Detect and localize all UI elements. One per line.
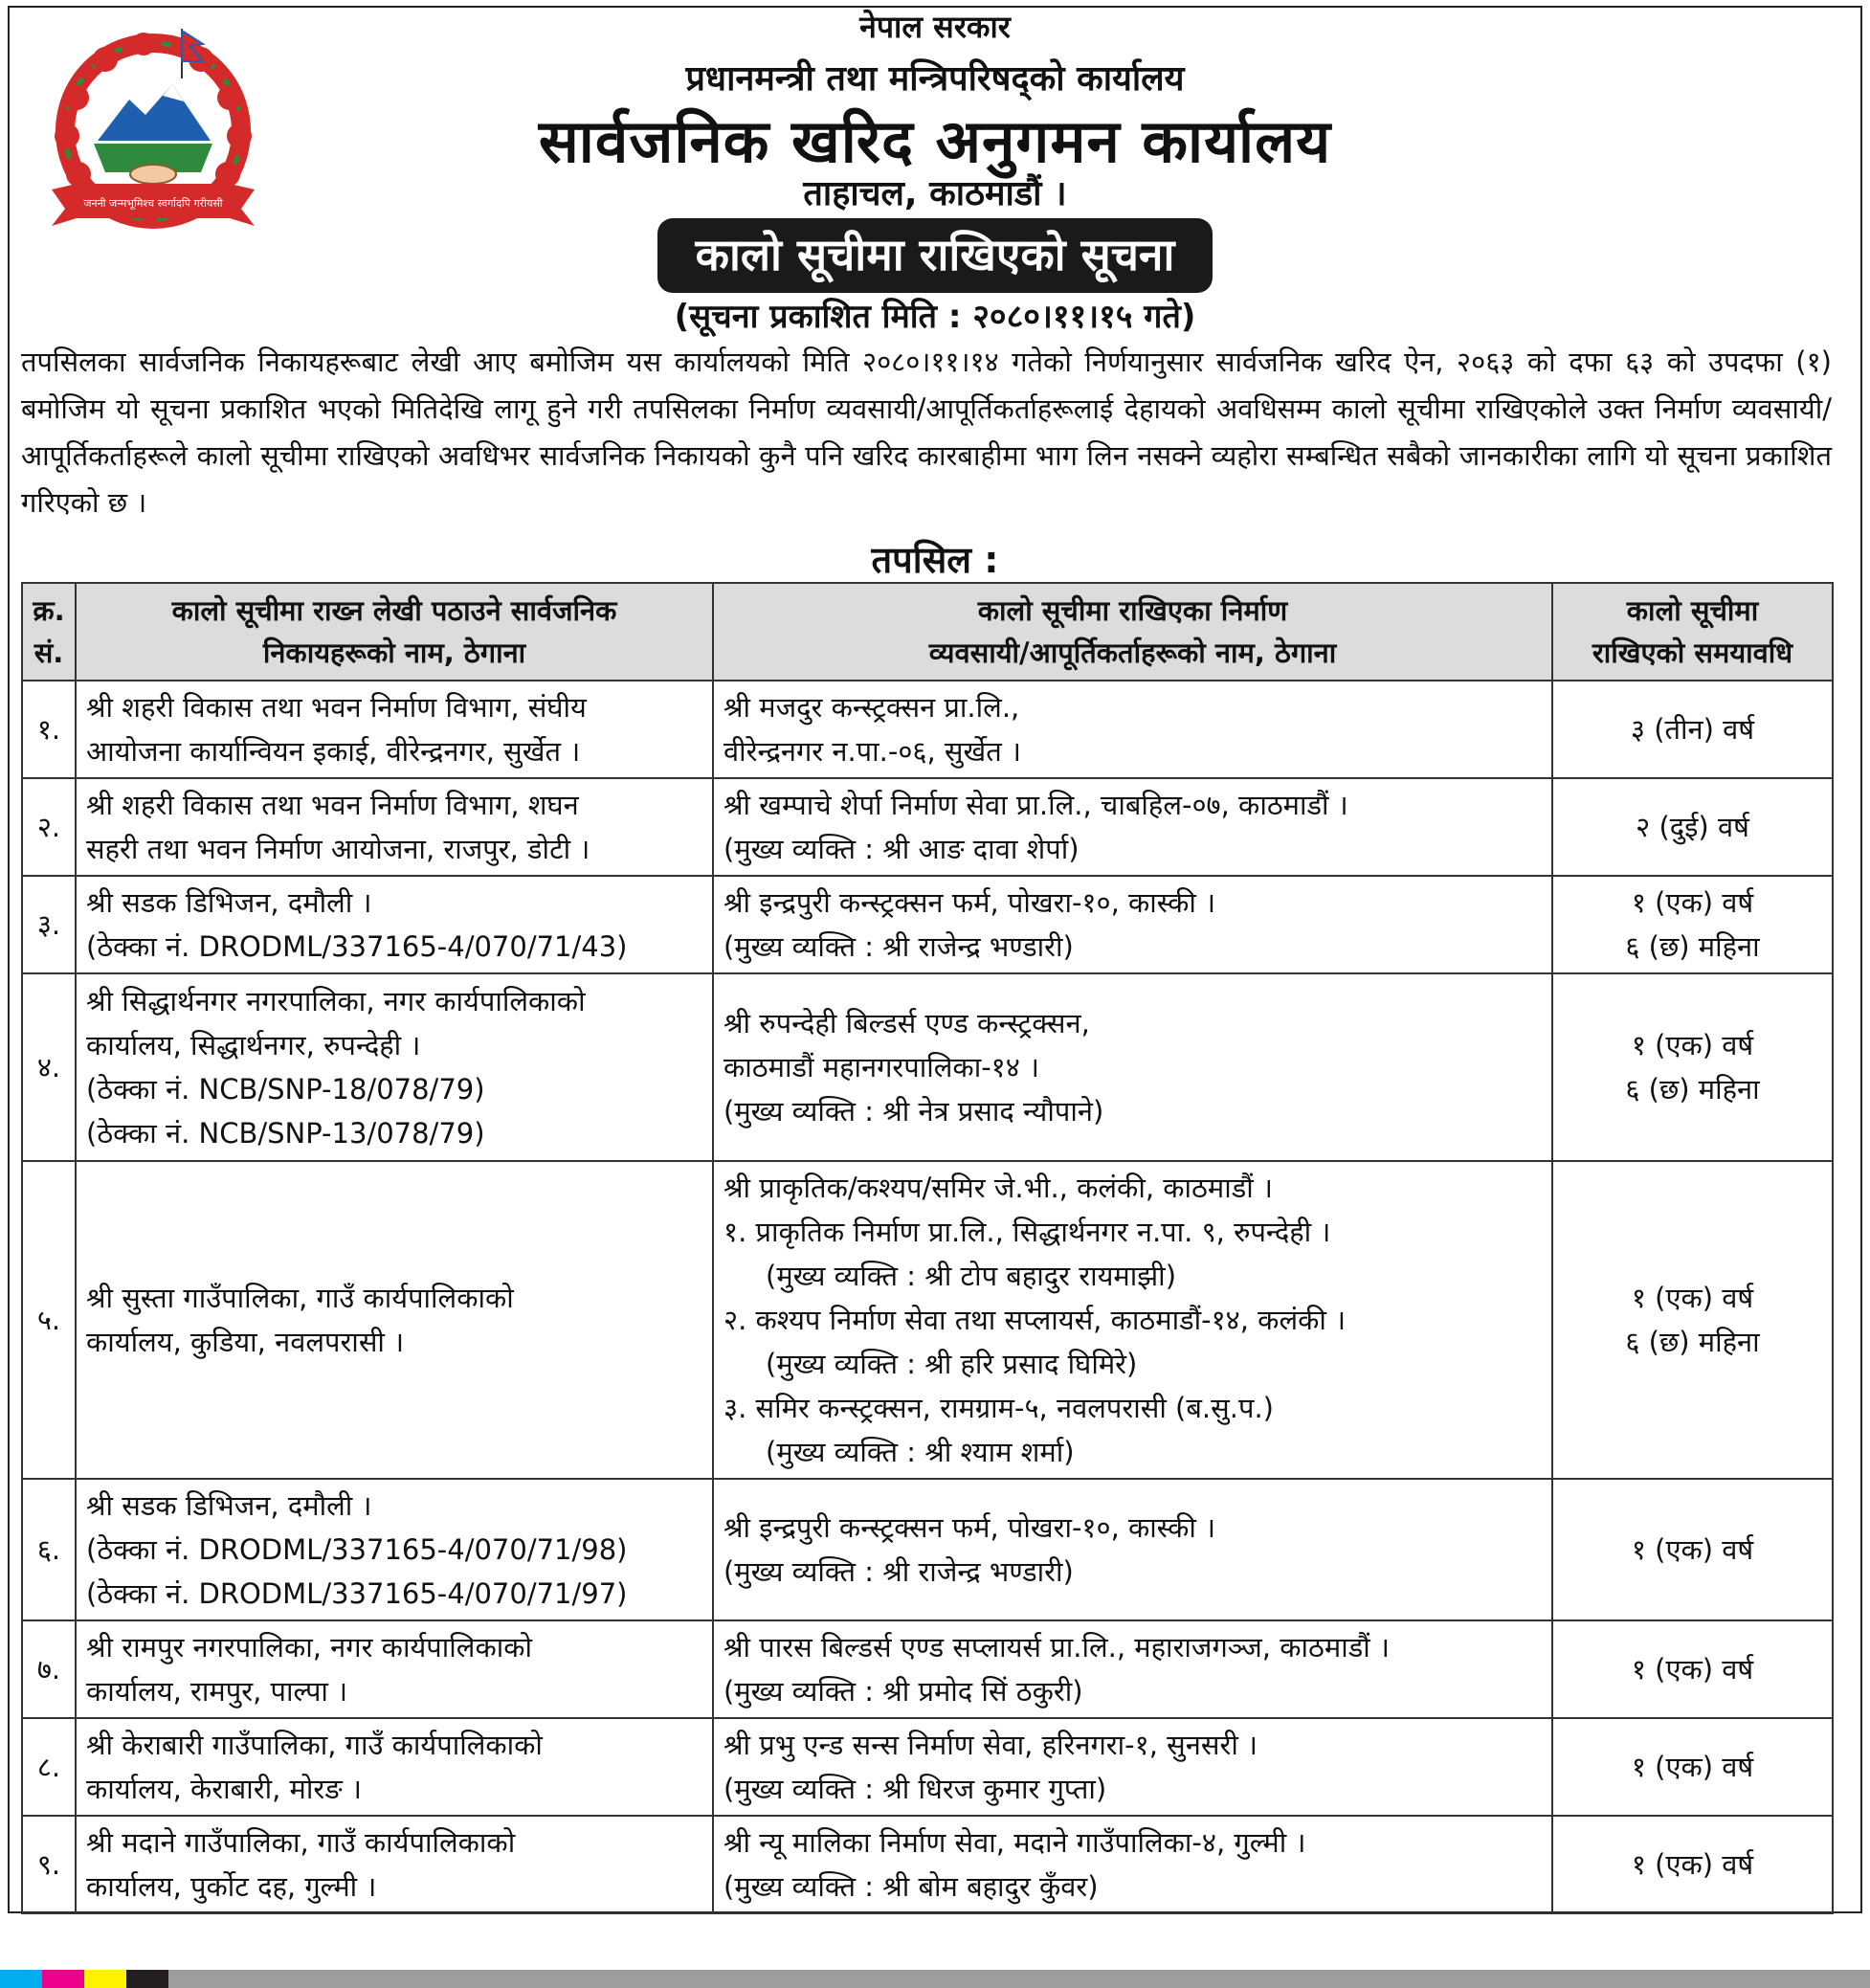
header-public-body: कालो सूचीमा राख्न लेखी पठाउने सार्वजनिक निकायहरूको नाम, ठेगाना: [76, 583, 713, 681]
row-duration: [1552, 1479, 1833, 1620]
row-vendor-line: वीरेन्द्रनगर न.पा.-०६, सुर्खेत ।: [724, 735, 1021, 768]
row-duration: [1552, 876, 1833, 973]
row-duration: [1552, 973, 1833, 1161]
row-public-body: [76, 1161, 713, 1479]
row-vendor-line: २. कश्यप निर्माण सेवा तथा सप्लायर्स, काठमाडौं-१४, कलंकी ।: [724, 1304, 1347, 1336]
table-header-row: [22, 583, 1833, 681]
row-public-body-line: कार्यालय, पुर्कोट दह, गुल्मी ।: [86, 1870, 377, 1903]
office-name: सार्वजनिक खरिद अनुगमन कार्यालय: [538, 106, 1332, 176]
row-vendor-line: (मुख्य व्यक्ति : श्री राजेन्द्र भण्डारी): [724, 930, 1074, 963]
row-vendor-line: श्री पारस बिल्डर्स एण्ड सप्लायर्स प्रा.लि., महाराजगञ्ज, काठमाडौं ।: [724, 1631, 1390, 1664]
row-vendor-line: श्री प्रभु एन्ड सन्स निर्माण सेवा, हरिनगरा-१, सुनसरी ।: [724, 1729, 1258, 1761]
row-public-body-line: (ठेक्का नं. NCB/SNP-13/078/79): [86, 1117, 485, 1150]
row-duration-line: १ (एक) वर्ष: [1631, 1848, 1754, 1881]
table-row: [22, 1479, 1833, 1620]
row-duration-line: ६ (छ) महिना: [1625, 1073, 1760, 1106]
row-vendor: [713, 1620, 1552, 1718]
row-public-body: [76, 1816, 713, 1913]
row-public-body-line: श्री मदाने गाउँपालिका, गाउँ कार्यपालिकाको: [86, 1826, 516, 1859]
row-public-body: [76, 681, 713, 778]
table-row: [22, 1718, 1833, 1816]
row-duration-line: ३ (तीन) वर्ष: [1630, 713, 1755, 746]
row-public-body-line: (ठेक्का नं. NCB/SNP-18/078/79): [86, 1073, 485, 1106]
row-public-body-line: कार्यालय, सिद्धार्थनगर, रुपन्देही ।: [86, 1029, 421, 1061]
row-duration: [1552, 681, 1833, 778]
row-vendor: [713, 778, 1552, 876]
row-duration: [1552, 778, 1833, 876]
table-body: [22, 681, 1833, 1913]
row-vendor-line: (मुख्य व्यक्ति : श्री प्रमोद सिं ठकुरी): [724, 1675, 1083, 1708]
row-duration-line: ६ (छ) महिना: [1625, 1326, 1760, 1358]
table-row: [22, 778, 1833, 876]
table-row: [22, 1620, 1833, 1718]
row-vendor: [713, 1161, 1552, 1479]
row-vendor-line: श्री मजदुर कन्स्ट्रक्सन प्रा.लि.,: [724, 691, 1020, 724]
row-vendor: [713, 876, 1552, 973]
row-public-body-line: (ठेक्का नं. DRODML/337165-4/070/71/43): [86, 930, 628, 963]
header-vendor: कालो सूचीमा राखिएका निर्माण व्यवसायी/आपूर्तिकर्ताहरूको नाम, ठेगाना: [713, 583, 1552, 681]
row-public-body-line: सहरी तथा भवन निर्माण आयोजना, राजपुर, डोटी ।: [86, 833, 590, 865]
row-serial: २.: [22, 778, 76, 876]
row-public-body: [76, 876, 713, 973]
row-duration-line: १ (एक) वर्ष: [1631, 886, 1754, 919]
row-vendor: [713, 681, 1552, 778]
row-vendor-line: श्री इन्द्रपुरी कन्स्ट्रक्सन फर्म, पोखरा-१०, कास्की ।: [724, 1511, 1216, 1544]
intro-paragraph: तपसिलका सार्वजनिक निकायहरूबाट लेखी आए बमोजिम यस कार्यालयको मिति २०८०।११।१४ गतेको निर्णयानुसार सार्वजनिक खरिद ऐन, २०६३ को दफा ६३ को उपदफा (१) बमोजिम यो सूचना प्रकाशित भएको मितिदेखि लागू हुने गरी तपसिलका निर्माण व्यवसायी/आपूर्तिकर्ताहरूलाई देहायको अवधिसम्म कालो सूचीमा राखिएकोले उक्त निर्माण व्यवसायी/आपूर्तिकर्ताहरूले कालो सूचीमा राखिएको अवधिभर सार्वजनिक निकायको कुनै पनि खरिद कारबाहीमा भाग लिन नसक्ने व्यहोरा सम्बन्धित सबैको जानकारीका लागि यो सूचना प्रकाशित गरिएको छ ।: [21, 346, 1832, 519]
row-public-body: [76, 1718, 713, 1816]
notice-title-banner: कालो सूचीमा राखिएको सूचना: [657, 218, 1213, 293]
row-public-body-line: श्री शहरी विकास तथा भवन निर्माण विभाग, शघन: [86, 789, 579, 821]
row-public-body-line: कार्यालय, रामपुर, पाल्पा ।: [86, 1675, 348, 1708]
row-vendor-line: (मुख्य व्यक्ति : श्री आङ दावा शेर्पा): [724, 833, 1080, 865]
row-public-body-line: श्री सडक डिभिजन, दमौली ।: [86, 1489, 372, 1522]
ministry-name: प्रधानमन्त्री तथा मन्त्रिपरिषद्को कार्यालय: [685, 59, 1185, 99]
row-serial: ३.: [22, 876, 76, 973]
row-public-body-line: (ठेक्का नं. DRODML/337165-4/070/71/97): [86, 1577, 628, 1610]
row-public-body-line: कार्यालय, कुडिया, नवलपरासी ।: [86, 1326, 405, 1358]
row-vendor-line: श्री न्यू मालिका निर्माण सेवा, मदाने गाउँपालिका-४, गुल्मी ।: [724, 1826, 1306, 1859]
row-serial: १.: [22, 681, 76, 778]
table-row: [22, 876, 1833, 973]
row-vendor-line: (मुख्य व्यक्ति : श्री हरि प्रसाद घिमिरे): [766, 1348, 1138, 1380]
row-vendor-line: श्री रुपन्देही बिल्डर्स एण्ड कन्स्ट्रक्सन,: [724, 1007, 1090, 1039]
row-vendor-line: श्री इन्द्रपुरी कन्स्ट्रक्सन फर्म, पोखरा-१०, कास्की ।: [724, 886, 1216, 919]
row-vendor: [713, 1816, 1552, 1913]
header-duration: कालो सूचीमा राखिएको समयावधि: [1552, 583, 1833, 681]
row-public-body: [76, 973, 713, 1161]
row-vendor-line: (मुख्य व्यक्ति : श्री राजेन्द्र भण्डारी): [724, 1555, 1074, 1588]
color-swatch: [126, 1970, 168, 1988]
row-duration: [1552, 1620, 1833, 1718]
row-public-body: [76, 778, 713, 876]
row-duration: [1552, 1161, 1833, 1479]
office-location: ताहाचल, काठमाडौं ।: [803, 174, 1067, 213]
row-duration-line: १ (एक) वर्ष: [1631, 1029, 1754, 1061]
row-serial: ४.: [22, 973, 76, 1161]
row-vendor: [713, 1718, 1552, 1816]
row-duration-line: १ (एक) वर्ष: [1631, 1653, 1754, 1686]
row-public-body-line: (ठेक्का नं. DRODML/337165-4/070/71/98): [86, 1533, 628, 1566]
row-duration-line: २ (दुई) वर्ष: [1636, 811, 1749, 843]
row-vendor-line: श्री खम्पाचे शेर्पा निर्माण सेवा प्रा.लि., चाबहिल-०७, काठमाडौं ।: [724, 789, 1348, 821]
row-public-body-line: श्री सिद्धार्थनगर नगरपालिका, नगर कार्यपालिकाको: [86, 985, 586, 1017]
svg-text:जननी जन्मभूमिश्च स्वर्गादपि गर: जननी जन्मभूमिश्च स्वर्गादपि गरीयसी: [83, 197, 223, 210]
row-serial: ८.: [22, 1718, 76, 1816]
publication-date: (सूचना प्रकाशित मिति : २०८०।११।१५ गते): [674, 298, 1196, 336]
row-public-body: [76, 1620, 713, 1718]
color-swatch: [168, 1970, 1870, 1988]
color-swatch: [0, 1970, 42, 1988]
print-color-bar: [0, 1970, 1870, 1988]
color-swatch: [42, 1970, 84, 1988]
row-public-body-line: कार्यालय, केराबारी, मोरङ ।: [86, 1773, 362, 1805]
row-vendor-line: (मुख्य व्यक्ति : श्री श्याम शर्मा): [766, 1436, 1075, 1468]
row-serial: ५.: [22, 1161, 76, 1479]
table-row: [22, 1161, 1833, 1479]
row-vendor-line: (मुख्य व्यक्ति : श्री टोप बहादुर रायमाझी): [766, 1260, 1177, 1292]
row-public-body-line: श्री केराबारी गाउँपालिका, गाउँ कार्यपालिकाको: [86, 1729, 543, 1761]
row-duration-line: १ (एक) वर्ष: [1631, 1282, 1754, 1314]
row-serial: ७.: [22, 1620, 76, 1718]
blacklist-table: [21, 582, 1834, 1914]
row-public-body: [76, 1479, 713, 1620]
row-duration: [1552, 1718, 1833, 1816]
row-public-body-line: श्री सुस्ता गाउँपालिका, गाउँ कार्यपालिकाको: [86, 1282, 514, 1314]
row-vendor-line: ३. समिर कन्स्ट्रक्सन, रामग्राम-५, नवलपरासी (ब.सु.प.): [724, 1392, 1274, 1424]
row-serial: ६.: [22, 1479, 76, 1620]
row-public-body-line: श्री सडक डिभिजन, दमौली ।: [86, 886, 372, 919]
table-row: [22, 681, 1833, 778]
header-serial: क्र. सं.: [22, 583, 76, 681]
row-serial: ९.: [22, 1816, 76, 1913]
row-public-body-line: श्री रामपुर नगरपालिका, नगर कार्यपालिकाको: [86, 1631, 533, 1664]
row-vendor-line: (मुख्य व्यक्ति : श्री धिरज कुमार गुप्ता): [724, 1773, 1107, 1805]
row-vendor-line: काठमाडौं महानगरपालिका-१४ ।: [724, 1051, 1040, 1083]
government-name: नेपाल सरकार: [859, 9, 1011, 45]
row-duration: [1552, 1816, 1833, 1913]
row-duration-line: १ (एक) वर्ष: [1631, 1533, 1754, 1566]
notice-banner-wrap: [0, 218, 1870, 293]
table-row: [22, 1816, 1833, 1913]
row-vendor-line: १. प्राकृतिक निर्माण प्रा.लि., सिद्धार्थनगर न.पा. ९, रुपन्देही ।: [724, 1216, 1331, 1248]
row-vendor: [713, 1479, 1552, 1620]
row-vendor-line: (मुख्य व्यक्ति : श्री बोम बहादुर कुँवर): [724, 1870, 1099, 1903]
row-duration-line: ६ (छ) महिना: [1625, 930, 1760, 963]
row-public-body-line: आयोजना कार्यान्वियन इकाई, वीरेन्द्रनगर, सुर्खेत ।: [86, 735, 581, 768]
schedule-heading: तपसिल :: [871, 539, 999, 581]
color-swatch: [84, 1970, 126, 1988]
row-vendor: [713, 973, 1552, 1161]
row-duration-line: १ (एक) वर्ष: [1631, 1751, 1754, 1783]
row-vendor-line: (मुख्य व्यक्ति : श्री नेत्र प्रसाद न्यौपाने): [724, 1095, 1104, 1128]
table-row: [22, 973, 1833, 1161]
row-public-body-line: श्री शहरी विकास तथा भवन निर्माण विभाग, संघीय: [86, 691, 587, 724]
row-vendor-line: श्री प्राकृतिक/कश्यप/समिर जे.भी., कलंकी, काठमाडौं ।: [724, 1172, 1273, 1204]
